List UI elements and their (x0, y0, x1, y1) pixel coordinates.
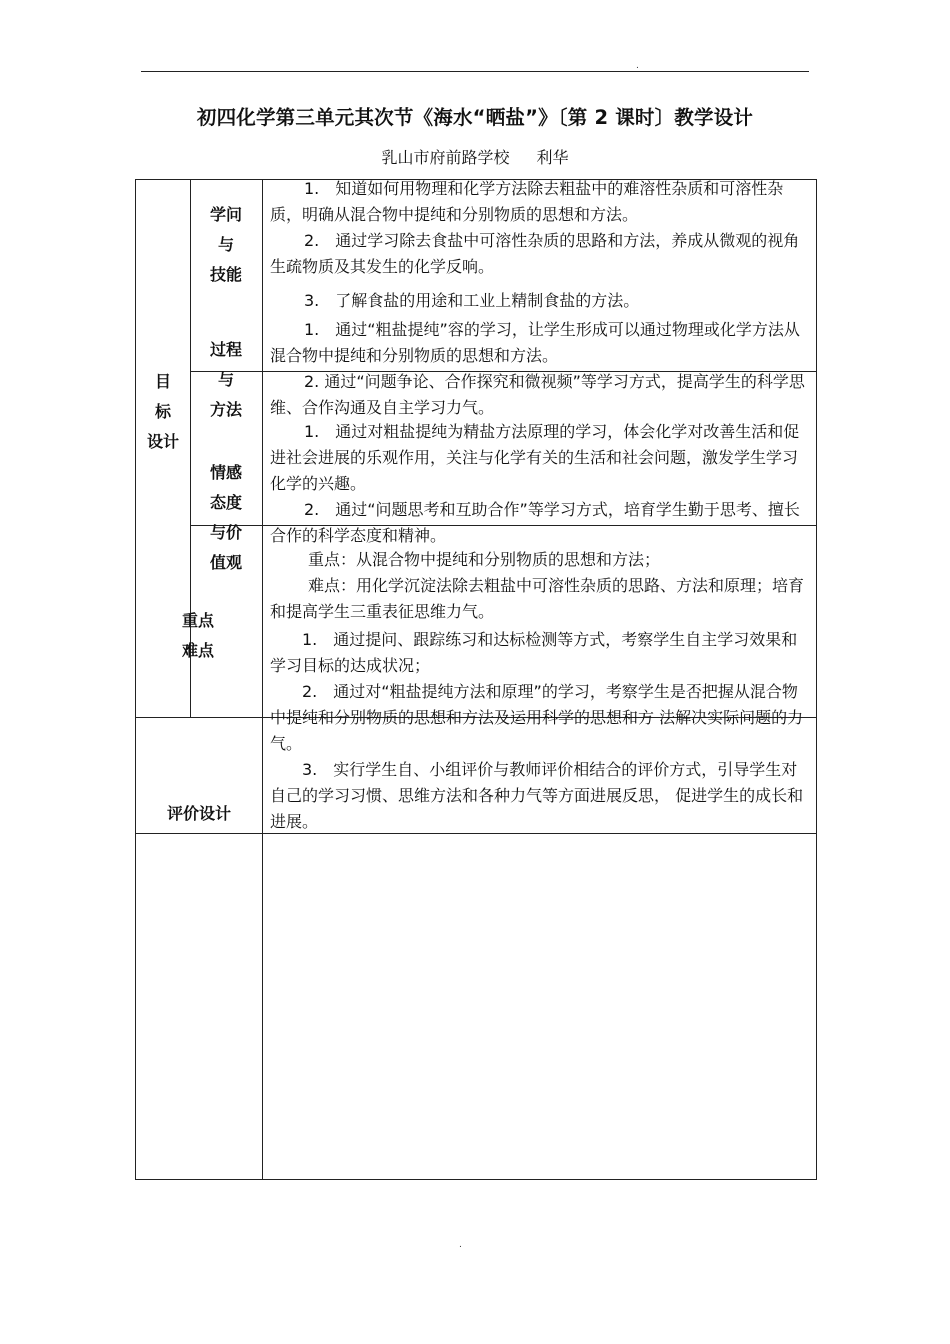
grid-line (262, 179, 263, 1180)
keypoint-content (270, 547, 810, 625)
evaluation-content (270, 627, 810, 835)
emotion-item: 1. 通过对粗盐提纯为精盐方法原理的学习，体会化学对改善生活和促进社会进展的乐观作用，关注与化学有关的生活和社会问题，激发学生学习化学的兴趣。 (270, 422, 800, 493)
knowledge-item: 2. 通过学习除去食盐中可溶性杂质的思路和方法，养成从微观的视角生疏物质及其发生的化学反响。 (270, 231, 800, 276)
emotion-content (270, 419, 810, 549)
knowledge-item: 3. 了解食盐的用途和工业上精制食盐的方法。 (304, 291, 640, 310)
evaluation-item: 3. 实行学生自、小组评价与教师评价相结合的评价方式，引导学生对自己的学习习惯、思维方法和各种力气等方面进展反思， 促进学生的成长和进展。 (270, 760, 804, 831)
page-title: 初四化学第三单元其次节《海水“晒盐”》〔第 2 课时〕教学设计 (196, 106, 754, 129)
label-target: 目 标 设计 (146, 372, 179, 451)
evaluation-item: 1. 通过提问、跟踪练习和达标检测等方式，考察学生自主学习效果和学习目标的达成状况； (270, 630, 798, 675)
label-knowledge: 学问 与 技能 (209, 205, 242, 284)
grid-line (135, 1179, 817, 1180)
label-emotion: 情感 态度 与价 值观 (209, 463, 242, 572)
knowledge-item: 1. 知道如何用物理和化学方法除去粗盐中的难溶性杂质和可溶性杂质，明确从混合物中提纯和分别物质的思想和方法。 (270, 179, 784, 224)
process-item: 2. 通过“问题争论、合作探究和微视频”等学习方式，提高学生的科学思维、合作沟通及自主学习力气。 (270, 372, 805, 417)
knowledge-content (270, 176, 810, 314)
header-rule (141, 71, 809, 72)
process-item: 1. 通过“粗盐提纯”容的学习，让学生形成可以通过物理或化学方法从混合物中提纯和分别物质的思想和方法。 (270, 320, 800, 365)
grid-line (816, 179, 817, 1180)
header-dot: . (636, 61, 639, 71)
evaluation-item: 2. 通过对“粗盐提纯方法和原理”的学习，考察学生是否把握从混合物中提纯和分别物质的思想和方法及运用科学的思想和方 法解决实际问题的力气。 (270, 682, 804, 753)
grid-line (135, 179, 136, 1180)
keypoint-item: 难点：用化学沉淀法除去粗盐中可溶性杂质的思路、方法和原理；培育和提高学生三重表征思维力气。 (270, 576, 805, 621)
keypoint-item: 重点：从混合物中提纯和分别物质的思想和方法； (308, 550, 661, 569)
emotion-item: 2. 通过“问题思考和互助合作”等学习方式，培育学生勤于思考、擅长合作的科学态度和精神。 (270, 500, 800, 545)
label-process: 过程 与 方法 (209, 340, 242, 419)
label-evaluation: 评价设计 (166, 804, 231, 823)
footer-dot: . (459, 1240, 462, 1250)
label-keypoint: 重点 难点 (181, 611, 214, 660)
process-content (270, 317, 810, 421)
author-line: 乳山市府前路学校 利华 (381, 148, 569, 167)
